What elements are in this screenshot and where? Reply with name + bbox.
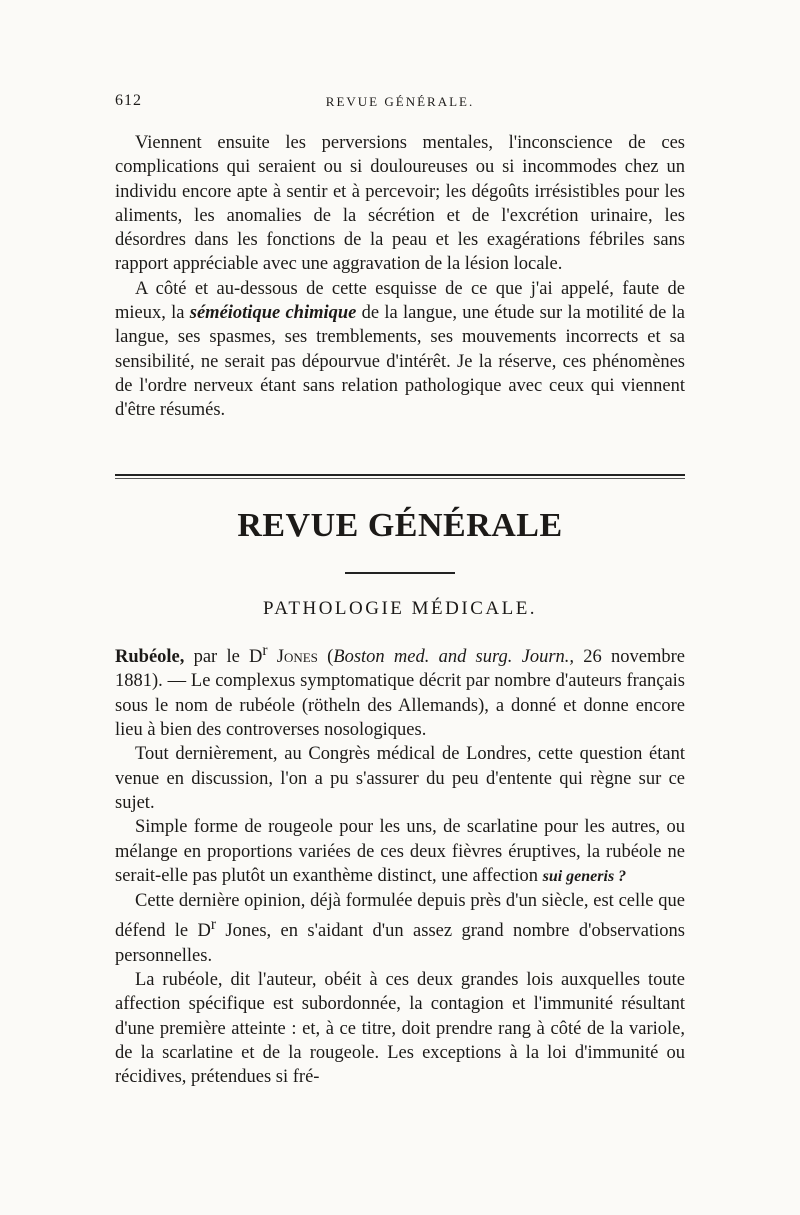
page-number: 612 (115, 92, 142, 109)
superscript: r (262, 642, 268, 659)
paragraph: Viennent ensuite les perversions mentales, l'inconscience de ces complications qui seraient ou si douloureuses ou si incommodes chez un individu encore apte à sentir et à percevoir; les dégoûts irrésistibles pour les aliments, les anomalies de la sécrétion et de l'excrétion urinaire, les désordres dans les fonctions de la peau et les exagérations fébriles sans rapport appréciable avec une aggravation de la lésion locale. (115, 133, 685, 275)
subsection-title: PATHOLOGIE MÉDICALE. (262, 598, 538, 619)
closing-text-block (115, 131, 685, 423)
section-divider (115, 474, 685, 476)
text-run: 26 novembre 1881). — (115, 647, 685, 692)
paragraph: Tout dernièrement, au Congrès médical de Londres, cette question étant venue en discussion, l'on a pu s'assurer du peu d'entente qui règne sur ce sujet. (115, 744, 685, 813)
paragraph (115, 815, 685, 889)
text-run: A côté et au-dessous de cette esquisse de ce que j'ai appelé, faute de mieux, la (115, 278, 685, 324)
article-text-block (115, 639, 685, 1090)
author-name: Jones (267, 647, 318, 668)
paragraph (115, 889, 685, 968)
section-title: REVUE GÉNÉRALE (237, 507, 563, 544)
paragraph: La rubéole, dit l'auteur, obéit à ces deux grandes lois auxquelles toute affection spécifique est subordonnée, la contagion et l'immunité résultant d'une première atteinte : et, à ce titre, doit prendre rang à côté de la variole, de la scarlatine et de la rougeole. Les exceptions à la loi d'immunité ou récidives, prétendues si fré- (115, 970, 685, 1088)
paragraph (115, 277, 685, 423)
text-run: par le D (184, 647, 263, 668)
title-underline (345, 572, 455, 574)
text-run: de la langue, une étude sur la motilité de la langue, ses spasmes, ses tremblements, ses mouvements incorrects et sa sensibilité, ne serait pas dépourvue d'intérêt. Je la réserve, ces phénomènes de l'ordre nerveux étant sans relation pathologique avec ceux qui viennent d'être résumés. (115, 303, 685, 421)
article-lead-paragraph: Rubéole, par le $D^r$ Jones (Boston med. and surg. Journ., 26 novembre 1881). — Le complexus symptomatique décrit par nombre d'auteurs français sous le nom de rubéole (rötheln des Allemands), a donné et donne encore lieu à bien des controverses nosologiques. (115, 642, 685, 741)
running-head (115, 92, 685, 116)
text-run: Le complexus symptomatique décrit par nombre d'auteurs français sous le nom de rubéole (rötheln des Allemands), a donné et donne encore lieu à bien des controverses nosologiques. (115, 671, 685, 741)
text-run: Cette dernière opinion, déjà formulée depuis près d'un siècle, est celle que défend le D (115, 891, 685, 942)
section-divider-thin (115, 478, 685, 479)
emphasis: sui generis ? (542, 867, 627, 885)
article-heading: Rubéole, (115, 647, 185, 668)
running-title: REVUE GÉNÉRALE. (325, 94, 475, 109)
source-citation: Boston med. and surg. Journ., (333, 647, 575, 668)
text-run: Simple forme de rougeole pour les uns, de scarlatine pour les autres, ou mélange en proportions variées de ces deux fièvres éruptives, la rubéole ne serait-elle pas plutôt un exanthème distinct, une affection (115, 817, 685, 886)
emphasis: séméiotique chimique (189, 303, 357, 324)
superscript: r (210, 916, 216, 934)
text-run: Jones, en s'aidant d'un assez grand nombre d'observations personnelles. (115, 921, 686, 966)
